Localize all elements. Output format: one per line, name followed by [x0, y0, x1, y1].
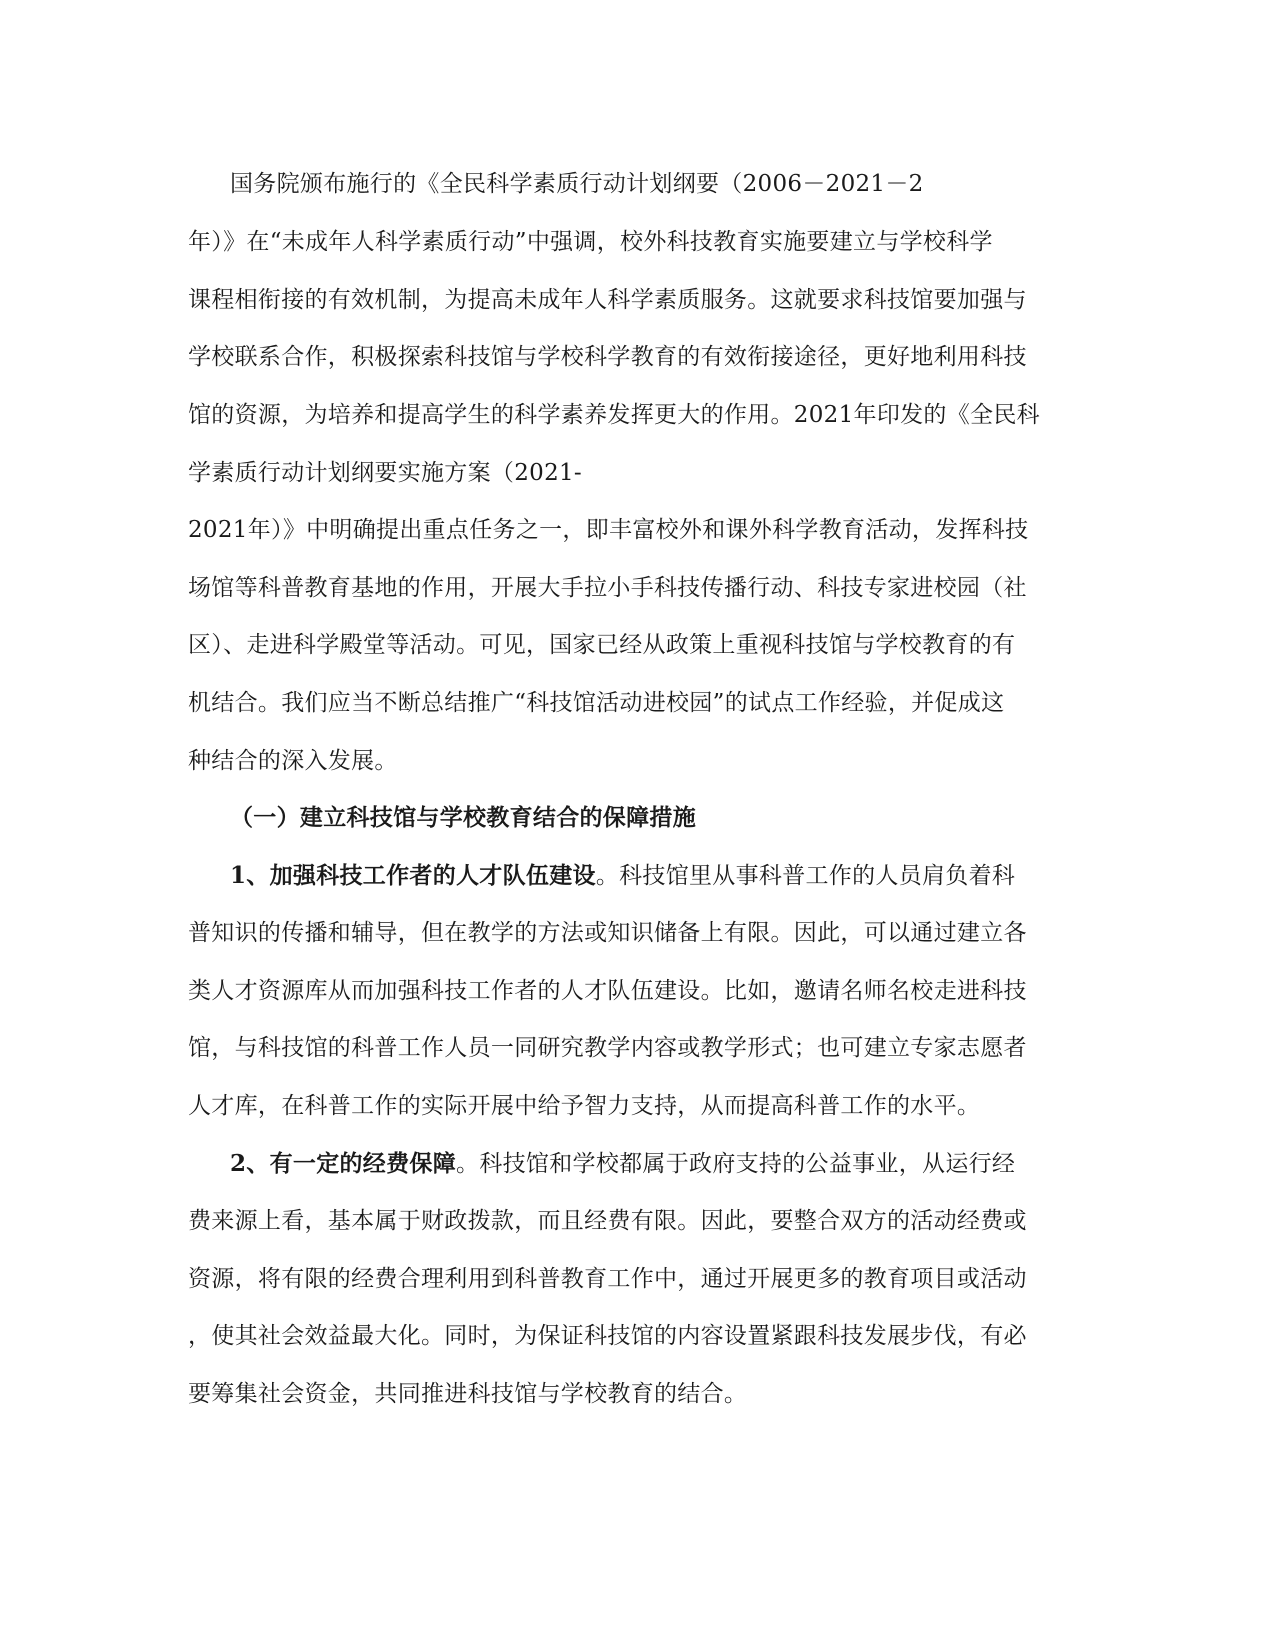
text-line: 2021年）》中明确提出重点任务之一，即丰富校外和课外科学教育活动，发挥科技	[188, 517, 1029, 543]
text-line: 费来源上看，基本属于财政拨款，而且经费有限。因此，要整合双方的活动经费或	[188, 1208, 1027, 1234]
text-line: 课程相衔接的有效机制，为提高未成年人科学素质服务。这就要求科技馆要加强与	[188, 287, 1027, 313]
text-line: 要筹集社会资金，共同推进科技馆与学校教育的结合。	[188, 1381, 748, 1407]
item-2-title: 2、有一定的经费保障	[230, 1150, 457, 1177]
text-line: 人才库，在科普工作的实际开展中给予智力支持，从而提高科普工作的水平。	[188, 1093, 981, 1119]
text-line: 国务院颁布施行的《全民科学素质行动计划纲要（2006－2021－2	[230, 171, 924, 197]
item-2-text: 。科技馆和学校都属于政府支持的公益事业，从运行经	[456, 1151, 1016, 1177]
section-heading: （一）建立科技馆与学校教育结合的保障措施	[230, 804, 696, 831]
text-line: 类人才资源库从而加强科技工作者的人才队伍建设。比如，邀请名师名校走进科技	[188, 978, 1027, 1004]
text-line: ，使其社会效益最大化。同时，为保证科技馆的内容设置紧跟科技发展步伐，有必	[188, 1323, 1027, 1349]
item-1-text: 。科技馆里从事科普工作的人员肩负着科	[595, 863, 1016, 889]
item-2-first-line	[230, 1148, 1015, 1180]
item-1-title: 1、加强科技工作者的人才队伍建设	[230, 862, 596, 889]
text-line: 种结合的深入发展。	[188, 748, 398, 774]
text-line: 普知识的传播和辅导，但在教学的方法或知识储备上有限。因此，可以通过建立各	[188, 920, 1027, 946]
item-1-first-line	[230, 860, 1015, 892]
text-line: 馆的资源，为培养和提高学生的科学素养发挥更大的作用。2021年印发的《全民科	[188, 402, 1040, 428]
text-line: 资源，将有限的经费合理利用到科普教育工作中，通过开展更多的教育项目或活动	[188, 1266, 1027, 1292]
text-line: 年）》在“未成年人科学素质行动”中强调，校外科技教育实施要建立与学校科学	[188, 229, 993, 255]
text-line: 学素质行动计划纲要实施方案（2021-	[188, 460, 583, 486]
text-line: 场馆等科普教育基地的作用，开展大手拉小手科技传播行动、科技专家进校园（社	[188, 575, 1027, 601]
text-line: 机结合。我们应当不断总结推广“科技馆活动进校园”的试点工作经验，并促成这	[188, 690, 1005, 716]
text-line: 学校联系合作，积极探索科技馆与学校科学教育的有效衔接途径，更好地利用科技	[188, 344, 1027, 370]
text-line: 区）、走进科学殿堂等活动。可见，国家已经从政策上重视科技馆与学校教育的有	[188, 632, 1016, 658]
text-line: 馆，与科技馆的科普工作人员一同研究教学内容或教学形式；也可建立专家志愿者	[188, 1035, 1027, 1061]
